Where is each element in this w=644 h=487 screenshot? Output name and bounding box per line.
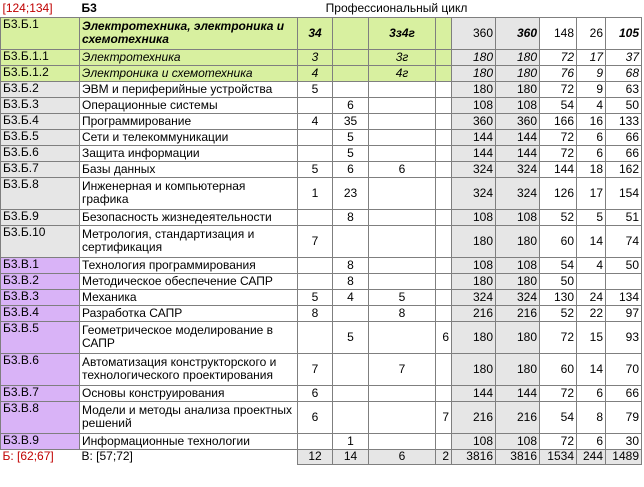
- cell-c3[interactable]: 4г: [369, 65, 436, 81]
- cell-c2[interactable]: 1: [333, 433, 369, 449]
- cell-c2[interactable]: 5: [333, 321, 369, 353]
- total-c5: 3816: [452, 449, 496, 464]
- table-row: [1, 353, 642, 385]
- cell-c9[interactable]: 63: [606, 81, 642, 97]
- cell-c7[interactable]: 166: [540, 113, 577, 129]
- discipline-code[interactable]: Б3.В.6: [1, 353, 80, 385]
- cell-c3[interactable]: 8: [369, 305, 436, 321]
- cell-c7[interactable]: 72: [540, 145, 577, 161]
- cell-c1[interactable]: [298, 257, 333, 273]
- discipline-code[interactable]: Б3.В.3: [1, 289, 80, 305]
- cell-c8[interactable]: 24: [577, 289, 606, 305]
- total-c9: 1489: [606, 449, 642, 464]
- cell-c1[interactable]: 4: [298, 113, 333, 129]
- cell-c8[interactable]: 26: [577, 17, 606, 49]
- discipline-name[interactable]: Инженерная и компьютерная графика: [80, 177, 298, 209]
- cell-c5[interactable]: 216: [452, 401, 496, 433]
- cell-c7[interactable]: 50: [540, 273, 577, 289]
- table-row: [1, 305, 642, 321]
- cell-c8[interactable]: 8: [577, 401, 606, 433]
- cell-c3[interactable]: [369, 321, 436, 353]
- cell-c7[interactable]: 126: [540, 177, 577, 209]
- discipline-name[interactable]: Безопасность жизнедеятельности: [80, 209, 298, 225]
- cell-c5[interactable]: 108: [452, 97, 496, 113]
- cell-c7[interactable]: 72: [540, 385, 577, 401]
- cell-c1[interactable]: 5: [298, 289, 333, 305]
- cell-c6[interactable]: 108: [496, 433, 540, 449]
- discipline-name[interactable]: Модели и методы анализа проектных решений: [80, 401, 298, 433]
- total-c6: 3816: [496, 449, 540, 464]
- cell-c6[interactable]: 360: [496, 113, 540, 129]
- cell-c4[interactable]: 6: [436, 321, 452, 353]
- discipline-code[interactable]: Б3.Б.1.2: [1, 65, 80, 81]
- cell-c3[interactable]: [369, 97, 436, 113]
- cell-c8[interactable]: 6: [577, 129, 606, 145]
- cell-c7[interactable]: 54: [540, 257, 577, 273]
- cell-c4[interactable]: [436, 433, 452, 449]
- cell-c5[interactable]: 108: [452, 433, 496, 449]
- discipline-name[interactable]: Автоматизация конструкторского и технологического проектирования: [80, 353, 298, 385]
- cell-c6[interactable]: 180: [496, 81, 540, 97]
- cell-c4[interactable]: [436, 257, 452, 273]
- cell-c7[interactable]: 72: [540, 433, 577, 449]
- cell-c8[interactable]: 6: [577, 433, 606, 449]
- cell-c2[interactable]: [333, 385, 369, 401]
- cell-c7[interactable]: 130: [540, 289, 577, 305]
- cell-c3[interactable]: [369, 225, 436, 257]
- discipline-code[interactable]: Б3.Б.9: [1, 209, 80, 225]
- cell-c8[interactable]: 14: [577, 353, 606, 385]
- cell-c4[interactable]: [436, 97, 452, 113]
- cell-c2[interactable]: [333, 401, 369, 433]
- cell-c3[interactable]: [369, 385, 436, 401]
- cell-c4[interactable]: [436, 353, 452, 385]
- cell-c8[interactable]: 22: [577, 305, 606, 321]
- cell-c2[interactable]: [333, 353, 369, 385]
- cell-c2[interactable]: 6: [333, 97, 369, 113]
- cell-c9[interactable]: 66: [606, 129, 642, 145]
- cell-c9[interactable]: 162: [606, 161, 642, 177]
- cell-c8[interactable]: 14: [577, 225, 606, 257]
- cell-c4[interactable]: [436, 129, 452, 145]
- cell-c8[interactable]: 4: [577, 97, 606, 113]
- cell-c1[interactable]: 6: [298, 385, 333, 401]
- cell-c2[interactable]: 5: [333, 145, 369, 161]
- discipline-code[interactable]: Б3.В.1: [1, 257, 80, 273]
- cell-c2[interactable]: [333, 305, 369, 321]
- cell-c1[interactable]: [298, 97, 333, 113]
- cell-c7[interactable]: 54: [540, 401, 577, 433]
- cell-c5[interactable]: 144: [452, 129, 496, 145]
- cell-c6[interactable]: 144: [496, 145, 540, 161]
- discipline-name[interactable]: Информационные технологии: [80, 433, 298, 449]
- discipline-name[interactable]: ЭВМ и периферийные устройства: [80, 81, 298, 97]
- cell-c2[interactable]: [333, 49, 369, 65]
- cell-c4[interactable]: [436, 161, 452, 177]
- cell-c3[interactable]: [369, 81, 436, 97]
- cell-c1[interactable]: 34: [298, 17, 333, 49]
- discipline-name[interactable]: Сети и телекоммуникации: [80, 129, 298, 145]
- cell-c2[interactable]: 6: [333, 161, 369, 177]
- discipline-name[interactable]: Технология программирования: [80, 257, 298, 273]
- table-row: [1, 129, 642, 145]
- cell-c2[interactable]: [333, 65, 369, 81]
- cell-c9[interactable]: 37: [606, 49, 642, 65]
- cell-c1[interactable]: 6: [298, 401, 333, 433]
- cell-c6[interactable]: 144: [496, 129, 540, 145]
- cell-c1[interactable]: 5: [298, 81, 333, 97]
- discipline-code[interactable]: Б3.В.5: [1, 321, 80, 353]
- discipline-name[interactable]: Геометрическое моделирование в САПР: [80, 321, 298, 353]
- cell-c5[interactable]: 180: [452, 353, 496, 385]
- discipline-name[interactable]: Электротехника: [80, 49, 298, 65]
- cell-c6[interactable]: 216: [496, 305, 540, 321]
- cell-c5[interactable]: 108: [452, 209, 496, 225]
- cell-c3[interactable]: 7: [369, 353, 436, 385]
- cell-c8[interactable]: 16: [577, 113, 606, 129]
- discipline-code[interactable]: Б3.Б.4: [1, 113, 80, 129]
- cell-c4[interactable]: [436, 289, 452, 305]
- cell-c5[interactable]: 108: [452, 257, 496, 273]
- cell-c1[interactable]: 8: [298, 305, 333, 321]
- cell-c3[interactable]: [369, 177, 436, 209]
- cell-c5[interactable]: 324: [452, 289, 496, 305]
- cell-c7[interactable]: 60: [540, 353, 577, 385]
- cell-c6[interactable]: 324: [496, 289, 540, 305]
- table-row: [1, 49, 642, 65]
- cell-c6[interactable]: 180: [496, 321, 540, 353]
- cell-c9[interactable]: 154: [606, 177, 642, 209]
- cell-c1[interactable]: [298, 433, 333, 449]
- cell-c4[interactable]: [436, 49, 452, 65]
- cell-c6[interactable]: 180: [496, 273, 540, 289]
- table-row: [1, 177, 642, 209]
- discipline-code[interactable]: Б3.В.8: [1, 401, 80, 433]
- cell-c4[interactable]: [436, 17, 452, 49]
- discipline-code[interactable]: Б3.Б.3: [1, 97, 80, 113]
- discipline-code[interactable]: Б3.Б.1.1: [1, 49, 80, 65]
- cell-c2[interactable]: 5: [333, 129, 369, 145]
- cell-c6[interactable]: 180: [496, 49, 540, 65]
- cell-c6[interactable]: 144: [496, 385, 540, 401]
- cell-c2[interactable]: 8: [333, 273, 369, 289]
- discipline-code[interactable]: Б3.В.7: [1, 385, 80, 401]
- cell-c1[interactable]: 4: [298, 65, 333, 81]
- cell-c6[interactable]: 216: [496, 401, 540, 433]
- cell-c3[interactable]: [369, 129, 436, 145]
- cell-c4[interactable]: [436, 65, 452, 81]
- cell-c3[interactable]: 5: [369, 289, 436, 305]
- discipline-name[interactable]: Метрология, стандартизация и сертификация: [80, 225, 298, 257]
- cell-c8[interactable]: 6: [577, 145, 606, 161]
- cell-c2[interactable]: 35: [333, 113, 369, 129]
- cell-c7[interactable]: 72: [540, 129, 577, 145]
- cell-c2[interactable]: [333, 17, 369, 49]
- cell-c1[interactable]: [298, 273, 333, 289]
- table-row: [1, 145, 642, 161]
- total-c2: 14: [333, 449, 369, 464]
- cell-c6[interactable]: 108: [496, 257, 540, 273]
- cell-c4[interactable]: [436, 209, 452, 225]
- cell-c6[interactable]: 180: [496, 65, 540, 81]
- cell-c5[interactable]: 324: [452, 177, 496, 209]
- discipline-name[interactable]: Механика: [80, 289, 298, 305]
- cell-c9[interactable]: 79: [606, 401, 642, 433]
- discipline-name[interactable]: Программирование: [80, 113, 298, 129]
- discipline-name[interactable]: Разработка САПР: [80, 305, 298, 321]
- hours-range: [124;134]: [2, 0, 53, 15]
- table-row: [1, 65, 642, 81]
- cell-c8[interactable]: 17: [577, 49, 606, 65]
- cell-c7[interactable]: 52: [540, 209, 577, 225]
- cell-c1[interactable]: 7: [298, 225, 333, 257]
- cell-c7[interactable]: 76: [540, 65, 577, 81]
- cell-c9[interactable]: 97: [606, 305, 642, 321]
- cell-c9[interactable]: 70: [606, 353, 642, 385]
- basic-range: Б: [62;67]: [2, 449, 54, 464]
- cell-c8[interactable]: 5: [577, 209, 606, 225]
- cell-c6[interactable]: 180: [496, 225, 540, 257]
- cell-c9[interactable]: 51: [606, 209, 642, 225]
- table-row: [1, 257, 642, 273]
- cell-c7[interactable]: 144: [540, 161, 577, 177]
- cell-c1[interactable]: [298, 321, 333, 353]
- cell-c7[interactable]: 72: [540, 81, 577, 97]
- table-row: [1, 289, 642, 305]
- cell-c3[interactable]: [369, 113, 436, 129]
- cell-c8[interactable]: [577, 273, 606, 289]
- cell-c4[interactable]: [436, 113, 452, 129]
- cell-c9[interactable]: 134: [606, 289, 642, 305]
- cell-c5[interactable]: 180: [452, 49, 496, 65]
- cell-c8[interactable]: 17: [577, 177, 606, 209]
- cell-c6[interactable]: 180: [496, 353, 540, 385]
- table-row: [1, 209, 642, 225]
- cell-c5[interactable]: 216: [452, 305, 496, 321]
- cell-c7[interactable]: 148: [540, 17, 577, 49]
- cell-c3[interactable]: [369, 257, 436, 273]
- cell-c6[interactable]: 108: [496, 97, 540, 113]
- total-c3: 6: [369, 449, 436, 464]
- cell-c2[interactable]: 8: [333, 257, 369, 273]
- cell-c4[interactable]: [436, 145, 452, 161]
- cell-c7[interactable]: 72: [540, 321, 577, 353]
- cell-c2[interactable]: 23: [333, 177, 369, 209]
- cell-c5[interactable]: 360: [452, 113, 496, 129]
- cell-c4[interactable]: [436, 385, 452, 401]
- cell-c5[interactable]: 180: [452, 65, 496, 81]
- cell-c8[interactable]: 6: [577, 385, 606, 401]
- cell-c8[interactable]: 4: [577, 257, 606, 273]
- cell-c9[interactable]: 133: [606, 113, 642, 129]
- cell-c8[interactable]: 9: [577, 81, 606, 97]
- discipline-code[interactable]: Б3.Б.6: [1, 145, 80, 161]
- discipline-name[interactable]: Защита информации: [80, 145, 298, 161]
- cell-c4[interactable]: [436, 273, 452, 289]
- table-row: [1, 161, 642, 177]
- cell-c6[interactable]: 360: [496, 17, 540, 49]
- cell-c2[interactable]: [333, 81, 369, 97]
- cell-c4[interactable]: 7: [436, 401, 452, 433]
- cell-c2[interactable]: 8: [333, 209, 369, 225]
- cell-c8[interactable]: 9: [577, 65, 606, 81]
- discipline-name[interactable]: Методическое обеспечение САПР: [80, 273, 298, 289]
- total-c8: 244: [577, 449, 606, 464]
- cell-c3[interactable]: [369, 433, 436, 449]
- discipline-name[interactable]: Электротехника, электроника и схемотехника: [80, 17, 298, 49]
- table-row: [1, 321, 642, 353]
- cell-c7[interactable]: 54: [540, 97, 577, 113]
- cell-c9[interactable]: 50: [606, 257, 642, 273]
- block-code: Б3: [81, 0, 97, 15]
- cell-c1[interactable]: [298, 145, 333, 161]
- total-c7: 1534: [540, 449, 577, 464]
- totals-row: [1, 449, 642, 464]
- cell-c3[interactable]: 6: [369, 161, 436, 177]
- cell-c5[interactable]: 360: [452, 17, 496, 49]
- cell-c5[interactable]: 180: [452, 273, 496, 289]
- cell-c9[interactable]: 105: [606, 17, 642, 49]
- discipline-code[interactable]: Б3.Б.1: [1, 17, 80, 49]
- discipline-name[interactable]: Операционные системы: [80, 97, 298, 113]
- cell-c6[interactable]: 108: [496, 209, 540, 225]
- discipline-code[interactable]: Б3.Б.10: [1, 225, 80, 257]
- discipline-name[interactable]: Основы конструирования: [80, 385, 298, 401]
- discipline-code[interactable]: Б3.Б.8: [1, 177, 80, 209]
- cell-c7[interactable]: 72: [540, 49, 577, 65]
- total-c1: 12: [298, 449, 333, 464]
- cell-c7[interactable]: 60: [540, 225, 577, 257]
- cell-c3[interactable]: 3г: [369, 49, 436, 65]
- table-row: [1, 97, 642, 113]
- table-row: [1, 273, 642, 289]
- table-row: [1, 81, 642, 97]
- variable-range: В: [57;72]: [81, 449, 133, 464]
- cell-c1[interactable]: [298, 209, 333, 225]
- cell-c9[interactable]: 68: [606, 65, 642, 81]
- cell-c4[interactable]: [436, 305, 452, 321]
- cell-c5[interactable]: 144: [452, 145, 496, 161]
- discipline-code[interactable]: Б3.Б.5: [1, 129, 80, 145]
- table-row: [1, 385, 642, 401]
- cell-c3[interactable]: [369, 273, 436, 289]
- cell-c5[interactable]: 180: [452, 81, 496, 97]
- cell-c9[interactable]: 93: [606, 321, 642, 353]
- cell-c9[interactable]: 50: [606, 97, 642, 113]
- cycle-title: Профессиональный цикл: [325, 0, 468, 15]
- discipline-code[interactable]: Б3.В.4: [1, 305, 80, 321]
- discipline-name[interactable]: Базы данных: [80, 161, 298, 177]
- table-row: [1, 113, 642, 129]
- cell-c5[interactable]: 324: [452, 161, 496, 177]
- discipline-name[interactable]: Электроника и схемотехника: [80, 65, 298, 81]
- cell-c5[interactable]: 180: [452, 225, 496, 257]
- cell-c1[interactable]: [298, 129, 333, 145]
- cell-c4[interactable]: [436, 225, 452, 257]
- table-row: [1, 433, 642, 449]
- cell-c6[interactable]: 324: [496, 177, 540, 209]
- cell-c9[interactable]: 66: [606, 145, 642, 161]
- cell-c9[interactable]: [606, 273, 642, 289]
- cell-c8[interactable]: 15: [577, 321, 606, 353]
- cell-c8[interactable]: 18: [577, 161, 606, 177]
- cell-c1[interactable]: 7: [298, 353, 333, 385]
- cell-c5[interactable]: 144: [452, 385, 496, 401]
- header-row: [1, 0, 642, 17]
- cell-c2[interactable]: [333, 225, 369, 257]
- cell-c4[interactable]: [436, 177, 452, 209]
- cell-c1[interactable]: 5: [298, 161, 333, 177]
- table-row: [1, 401, 642, 433]
- cell-c3[interactable]: 3з4г: [369, 17, 436, 49]
- discipline-code[interactable]: Б3.Б.7: [1, 161, 80, 177]
- discipline-code[interactable]: Б3.В.9: [1, 433, 80, 449]
- cell-c9[interactable]: 30: [606, 433, 642, 449]
- cell-c3[interactable]: [369, 145, 436, 161]
- discipline-code[interactable]: Б3.Б.2: [1, 81, 80, 97]
- cell-c1[interactable]: 3: [298, 49, 333, 65]
- table-row: [1, 17, 642, 49]
- cell-c9[interactable]: 66: [606, 385, 642, 401]
- table-row: [1, 225, 642, 257]
- cell-c9[interactable]: 74: [606, 225, 642, 257]
- discipline-code[interactable]: Б3.В.2: [1, 273, 80, 289]
- cell-c1[interactable]: 1: [298, 177, 333, 209]
- cell-c3[interactable]: [369, 209, 436, 225]
- cell-c6[interactable]: 324: [496, 161, 540, 177]
- cell-c2[interactable]: 4: [333, 289, 369, 305]
- cell-c7[interactable]: 52: [540, 305, 577, 321]
- cell-c5[interactable]: 180: [452, 321, 496, 353]
- total-c4: 2: [436, 449, 452, 464]
- cell-c3[interactable]: [369, 401, 436, 433]
- cell-c4[interactable]: [436, 81, 452, 97]
